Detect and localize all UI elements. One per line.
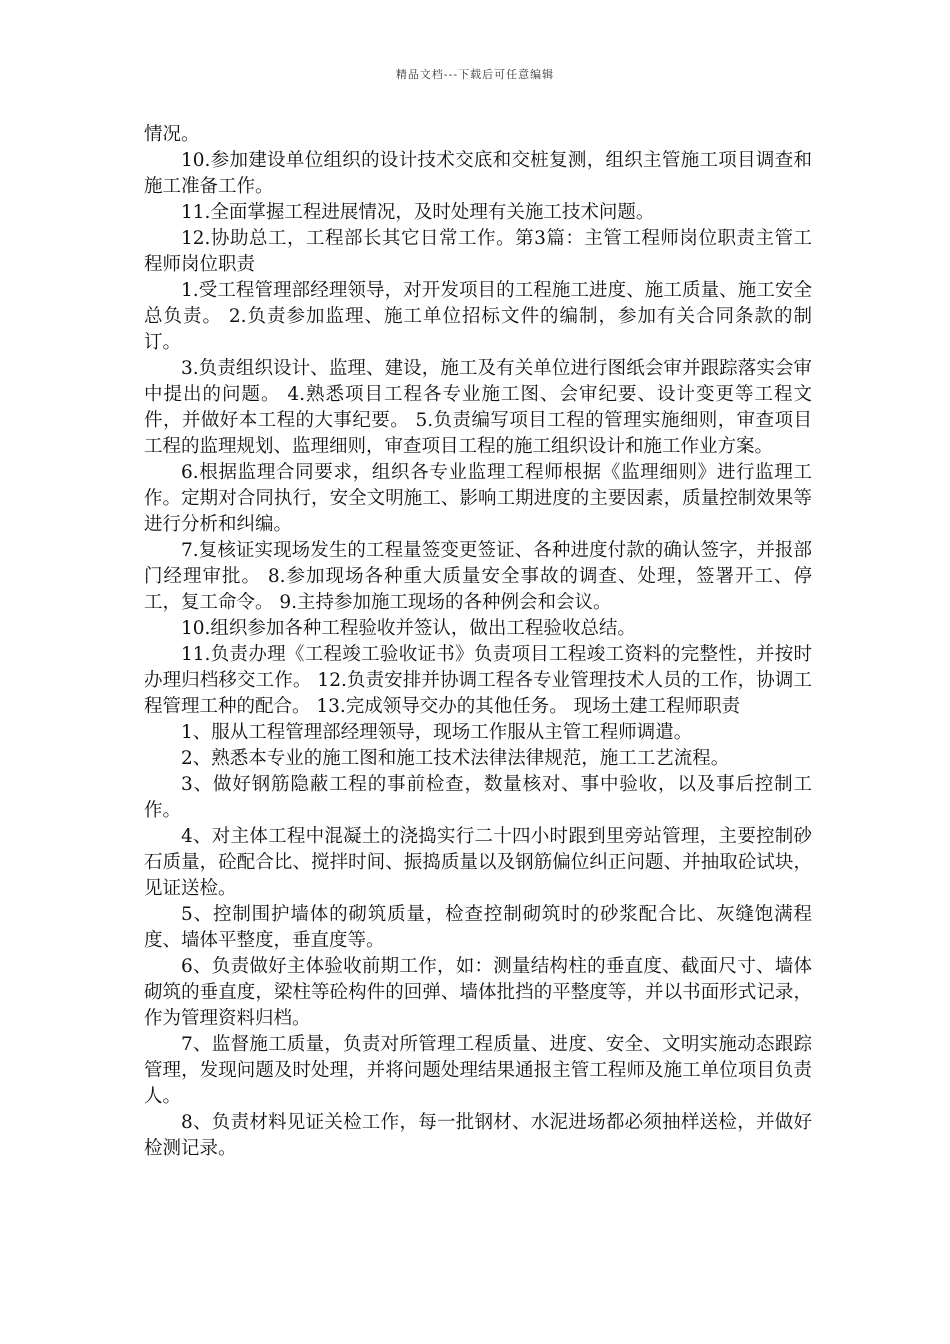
paragraph: 6.根据监理合同要求，组织各专业监理工程师根据《监理细则》进行监理工作。定期对合同执行，安全文明施工、影响工期进度的主要因素，质量控制效果等进行分析和纠编。 xyxy=(144,462,812,535)
paragraph: 6、负责做好主体验收前期工作，如：测量结构柱的垂直度、截面尺寸、墙体砌筑的垂直度，梁柱等砼构件的回弹、墙体批挡的平整度等，并以书面形式记录，作为管理资料归档。 xyxy=(144,956,812,1029)
paragraph: 10.组织参加各种工程验收并签认，做出工程验收总结。 xyxy=(181,618,636,639)
header-note: 精品文档---下载后可任意编辑 xyxy=(395,68,555,81)
paragraph: 1、服从工程管理部经理领导，现场工作服从主管工程师调遣。 xyxy=(181,722,693,743)
paragraph: 12.协助总工，工程部长其它日常工作。第3篇：主管工程师岗位职责主管工程师岗位职责 xyxy=(144,228,812,275)
paragraph: 3.负责组织设计、监理、建设，施工及有关单位进行图纸会审并跟踪落实会审中提出的问题。 4.熟悉项目工程各专业施工图、会审纪要、设计变更等工程文件，并做好本工程的大事纪要。 5.负责编写项目工程的管理实施细则，审查项目工程的监理规划、监理细则，审查项目工程的施工组织设计和施工作业方案。 xyxy=(144,358,812,457)
paragraph: 10.参加建设单位组织的设计技术交底和交桩复测，组织主管施工项目调查和施工准备工作。 xyxy=(144,150,812,197)
paragraph: 11.全面掌握工程进展情况，及时处理有关施工技术问题。 xyxy=(181,202,655,223)
document-body xyxy=(144,122,812,1162)
paragraph: 4、对主体工程中混凝土的浇捣实行二十四小时跟到里旁站管理，主要控制砂石质量，砼配合比、搅拌时间、振捣质量以及钢筋偏位纠正问题、并抽取砼试块，见证送检。 xyxy=(144,826,812,899)
paragraph: 11.负责办理《工程竣工验收证书》负责项目工程竣工资料的完整性，并按时办理归档移交工作。 12.负责安排并协调工程各专业管理技术人员的工作，协调工程管理工种的配合。 13.完成领导交办的其他任务。 现场土建工程师职责 xyxy=(144,644,812,717)
paragraph: 7.复核证实现场发生的工程量签变更签证、各种进度付款的确认签字，并报部门经理审批。 8.参加现场各种重大质量安全事故的调查、处理，签署开工、停工，复工命令。 9.主持参加施工现场的各种例会和会议。 xyxy=(144,540,812,613)
paragraph: 5、控制围护墙体的砌筑质量，检查控制砌筑时的砂浆配合比、灰缝饱满程度、墙体平整度，垂直度等。 xyxy=(144,904,812,951)
paragraph: 7、监督施工质量，负责对所管理工程质量、进度、安全、文明实施动态跟踪管理，发现问题及时处理，并将问题处理结果通报主管工程师及施工单位项目负责人。 xyxy=(144,1034,812,1107)
paragraph: 8、负责材料见证关检工作，每一批钢材、水泥进场都必须抽样送检，并做好检测记录。 xyxy=(144,1112,812,1159)
paragraph: 2、熟悉本专业的施工图和施工技术法律法律规范，施工工艺流程。 xyxy=(181,748,730,769)
paragraph: 1.受工程管理部经理领导，对开发项目的工程施工进度、施工质量、施工安全总负责。 2.负责参加监理、施工单位招标文件的编制，参加有关合同条款的制订。 xyxy=(144,280,812,353)
paragraph: 情况。 xyxy=(144,124,200,145)
paragraph: 3、做好钢筋隐蔽工程的事前检查，数量核对、事中验收，以及事后控制工作。 xyxy=(144,774,812,821)
